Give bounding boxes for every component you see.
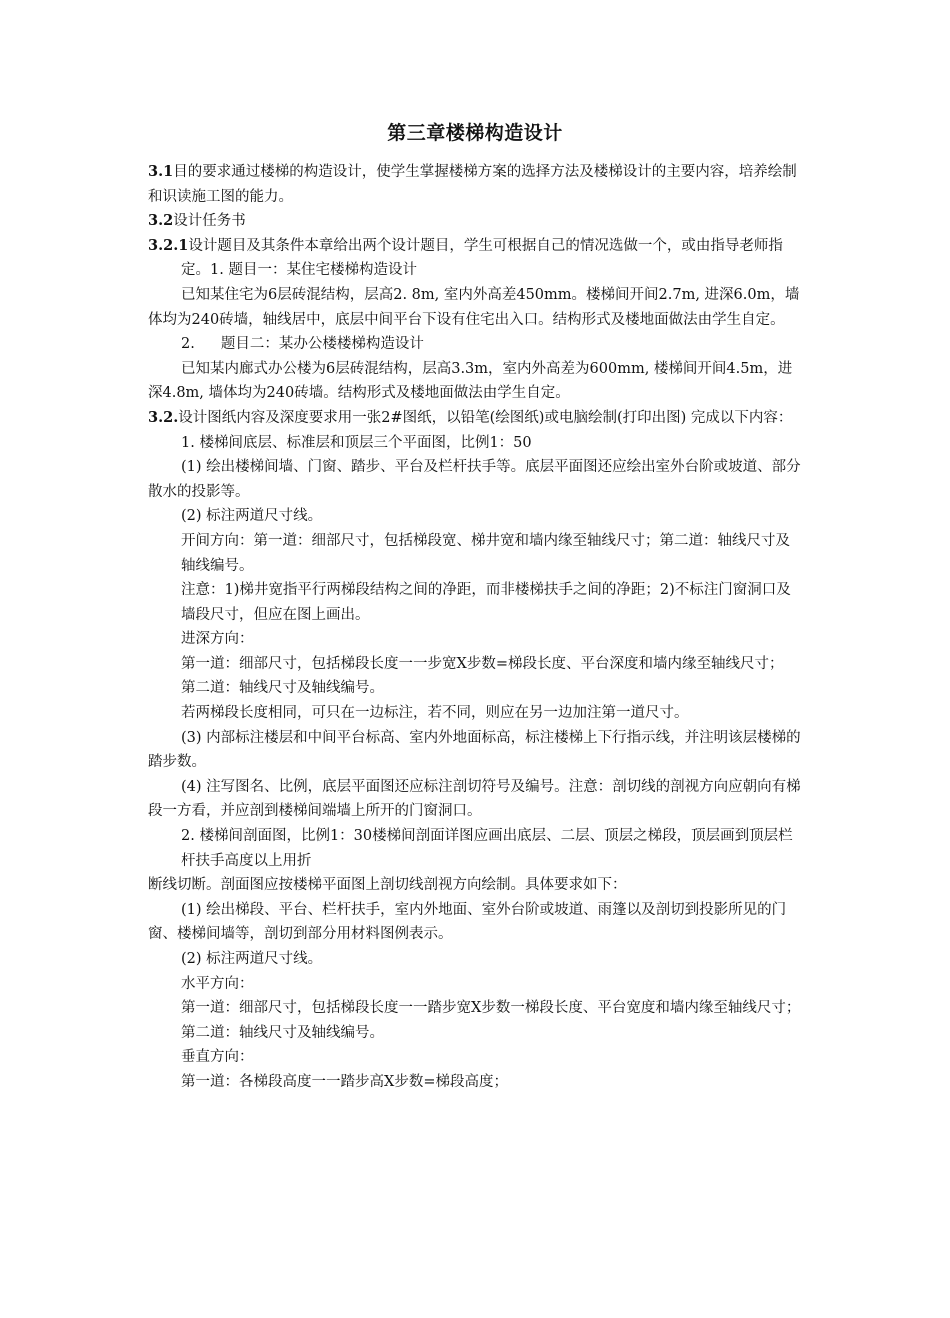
section-item-1: (1) 绘出梯段、平台、栏杆扶手，室内外地面、室外台阶或坡道、雨篷以及剖切到投影所见的门窗、楼梯间墙等，剖切到部分用材料图例表示。 bbox=[148, 901, 787, 943]
plan-bay-direction: 开间方向：第一道：细部尺寸，包括梯段宽、梯井宽和墙内缘至轴线尺寸；第二道：轴线尺寸及轴线编号。 bbox=[181, 532, 790, 574]
section-number: 3.2 bbox=[148, 212, 174, 230]
plan-item-4: (4) 注写图名、比例，底层平面图还应标注剖切符号及编号。注意：剖切线的剖视方向应朝向有梯段一方看，并应剖到楼梯间端墙上所开的门窗洞口。 bbox=[148, 778, 801, 820]
chapter-title: 第三章楼梯构造设计 bbox=[387, 122, 563, 144]
plan-depth-title: 进深方向： bbox=[181, 631, 254, 648]
section-3-2-1 bbox=[148, 234, 804, 283]
document-body bbox=[148, 160, 804, 1095]
topic2-number: 2. bbox=[181, 336, 195, 353]
plan-heading: 1. 楼梯间底层、标准层和顶层三个平面图，比例1：50 bbox=[181, 434, 532, 451]
section-3-1 bbox=[148, 160, 804, 209]
section-vert-1: 第一道：各梯段高度一一踏步高X步数=梯段高度； bbox=[181, 1073, 508, 1090]
topic2-heading bbox=[148, 332, 804, 357]
section-text: 设计题目及其条件本章给出两个设计题目，学生可根据自己的情况选做一个，或由指导老师指定。1. 题目一：某住宅楼梯构造设计 bbox=[181, 237, 783, 279]
section-horiz-1: 第一道：细部尺寸，包括梯段长度一一踏步宽X步数一梯段长度、平台宽度和墙内缘至轴线尺寸； bbox=[181, 1000, 801, 1017]
section-vert-title: 垂直方向： bbox=[181, 1049, 254, 1066]
topic1-paragraph: 已知某住宅为6层砖混结构，层高2. 8m, 室内外高差450mm。楼梯间开间2.7m, 进深6.0m，墙体均为240砖墙，轴线居中，底层中间平台下设有住宅出入口。结构形式及楼地面做法由学生自定。 bbox=[148, 286, 800, 328]
plan-depth-3: 若两梯段长度相同，可只在一边标注，若不同，则应在另一边加注第一道尺寸。 bbox=[181, 705, 689, 722]
section-text: 设计图纸内容及深度要求用一张2#图纸，以铅笔(绘图纸)或电脑绘制(打印出图) 完成以下内容： bbox=[178, 409, 793, 426]
section-3-2-drawings bbox=[148, 406, 804, 431]
section-text: 目的要求通过楼梯的构造设计，使学生掌握楼梯方案的选择方法及楼梯设计的主要内容，培养绘制和识读施工图的能力。 bbox=[148, 164, 797, 205]
plan-depth-2: 第二道：轴线尺寸及轴线编号。 bbox=[181, 680, 384, 697]
plan-item-3: (3) 内部标注楼层和中间平台标高、室内外地面标高，标注楼梯上下行指示线，并注明该层楼梯的踏步数。 bbox=[148, 729, 801, 771]
section-heading: 2. 楼梯间剖面图，比例1：30楼梯间剖面详图应画出底层、二层、顶层之梯段，顶层画到顶层栏杆扶手高度以上用折 bbox=[181, 828, 793, 869]
section-heading-cont: 断线切断。剖面图应按楼梯平面图上剖切线剖视方向绘制。具体要求如下： bbox=[148, 877, 627, 894]
section-number: 3.2. bbox=[148, 408, 179, 426]
section-text: 设计任务书 bbox=[173, 213, 246, 230]
section-horiz-2: 第二道：轴线尺寸及轴线编号。 bbox=[181, 1024, 384, 1041]
section-horiz-title: 水平方向： bbox=[181, 975, 254, 992]
section-number: 3.1 bbox=[148, 163, 174, 180]
topic2-title: 题目二：某办公楼楼梯构造设计 bbox=[220, 336, 424, 353]
section-item-2: (2) 标注两道尺寸线。 bbox=[181, 951, 323, 967]
section-number: 3.2.1 bbox=[148, 236, 189, 254]
plan-depth-1: 第一道：细部尺寸，包括梯段长度一一步宽X步数=梯段长度、平台深度和墙内缘至轴线尺寸； bbox=[181, 655, 784, 672]
topic2-paragraph: 已知某内廊式办公楼为6层砖混结构，层高3.3m，室内外高差为600mm, 楼梯间开间4.5m，进深4.8m, 墙体均为240砖墙。结构形式及楼地面做法由学生自定。 bbox=[148, 360, 793, 402]
plan-note: 注意：1)梯井宽指平行两梯段结构之间的净距，而非楼梯扶手之间的净距；2)不标注门窗洞口及墙段尺寸，但应在图上画出。 bbox=[181, 582, 791, 623]
section-3-2 bbox=[148, 209, 804, 234]
plan-item-2: (2) 标注两道尺寸线。 bbox=[181, 508, 323, 525]
plan-item-1: (1) 绘出楼梯间墙、门窗、踏步、平台及栏杆扶手等。底层平面图还应绘出室外台阶或坡道、部分散水的投影等。 bbox=[148, 459, 801, 500]
